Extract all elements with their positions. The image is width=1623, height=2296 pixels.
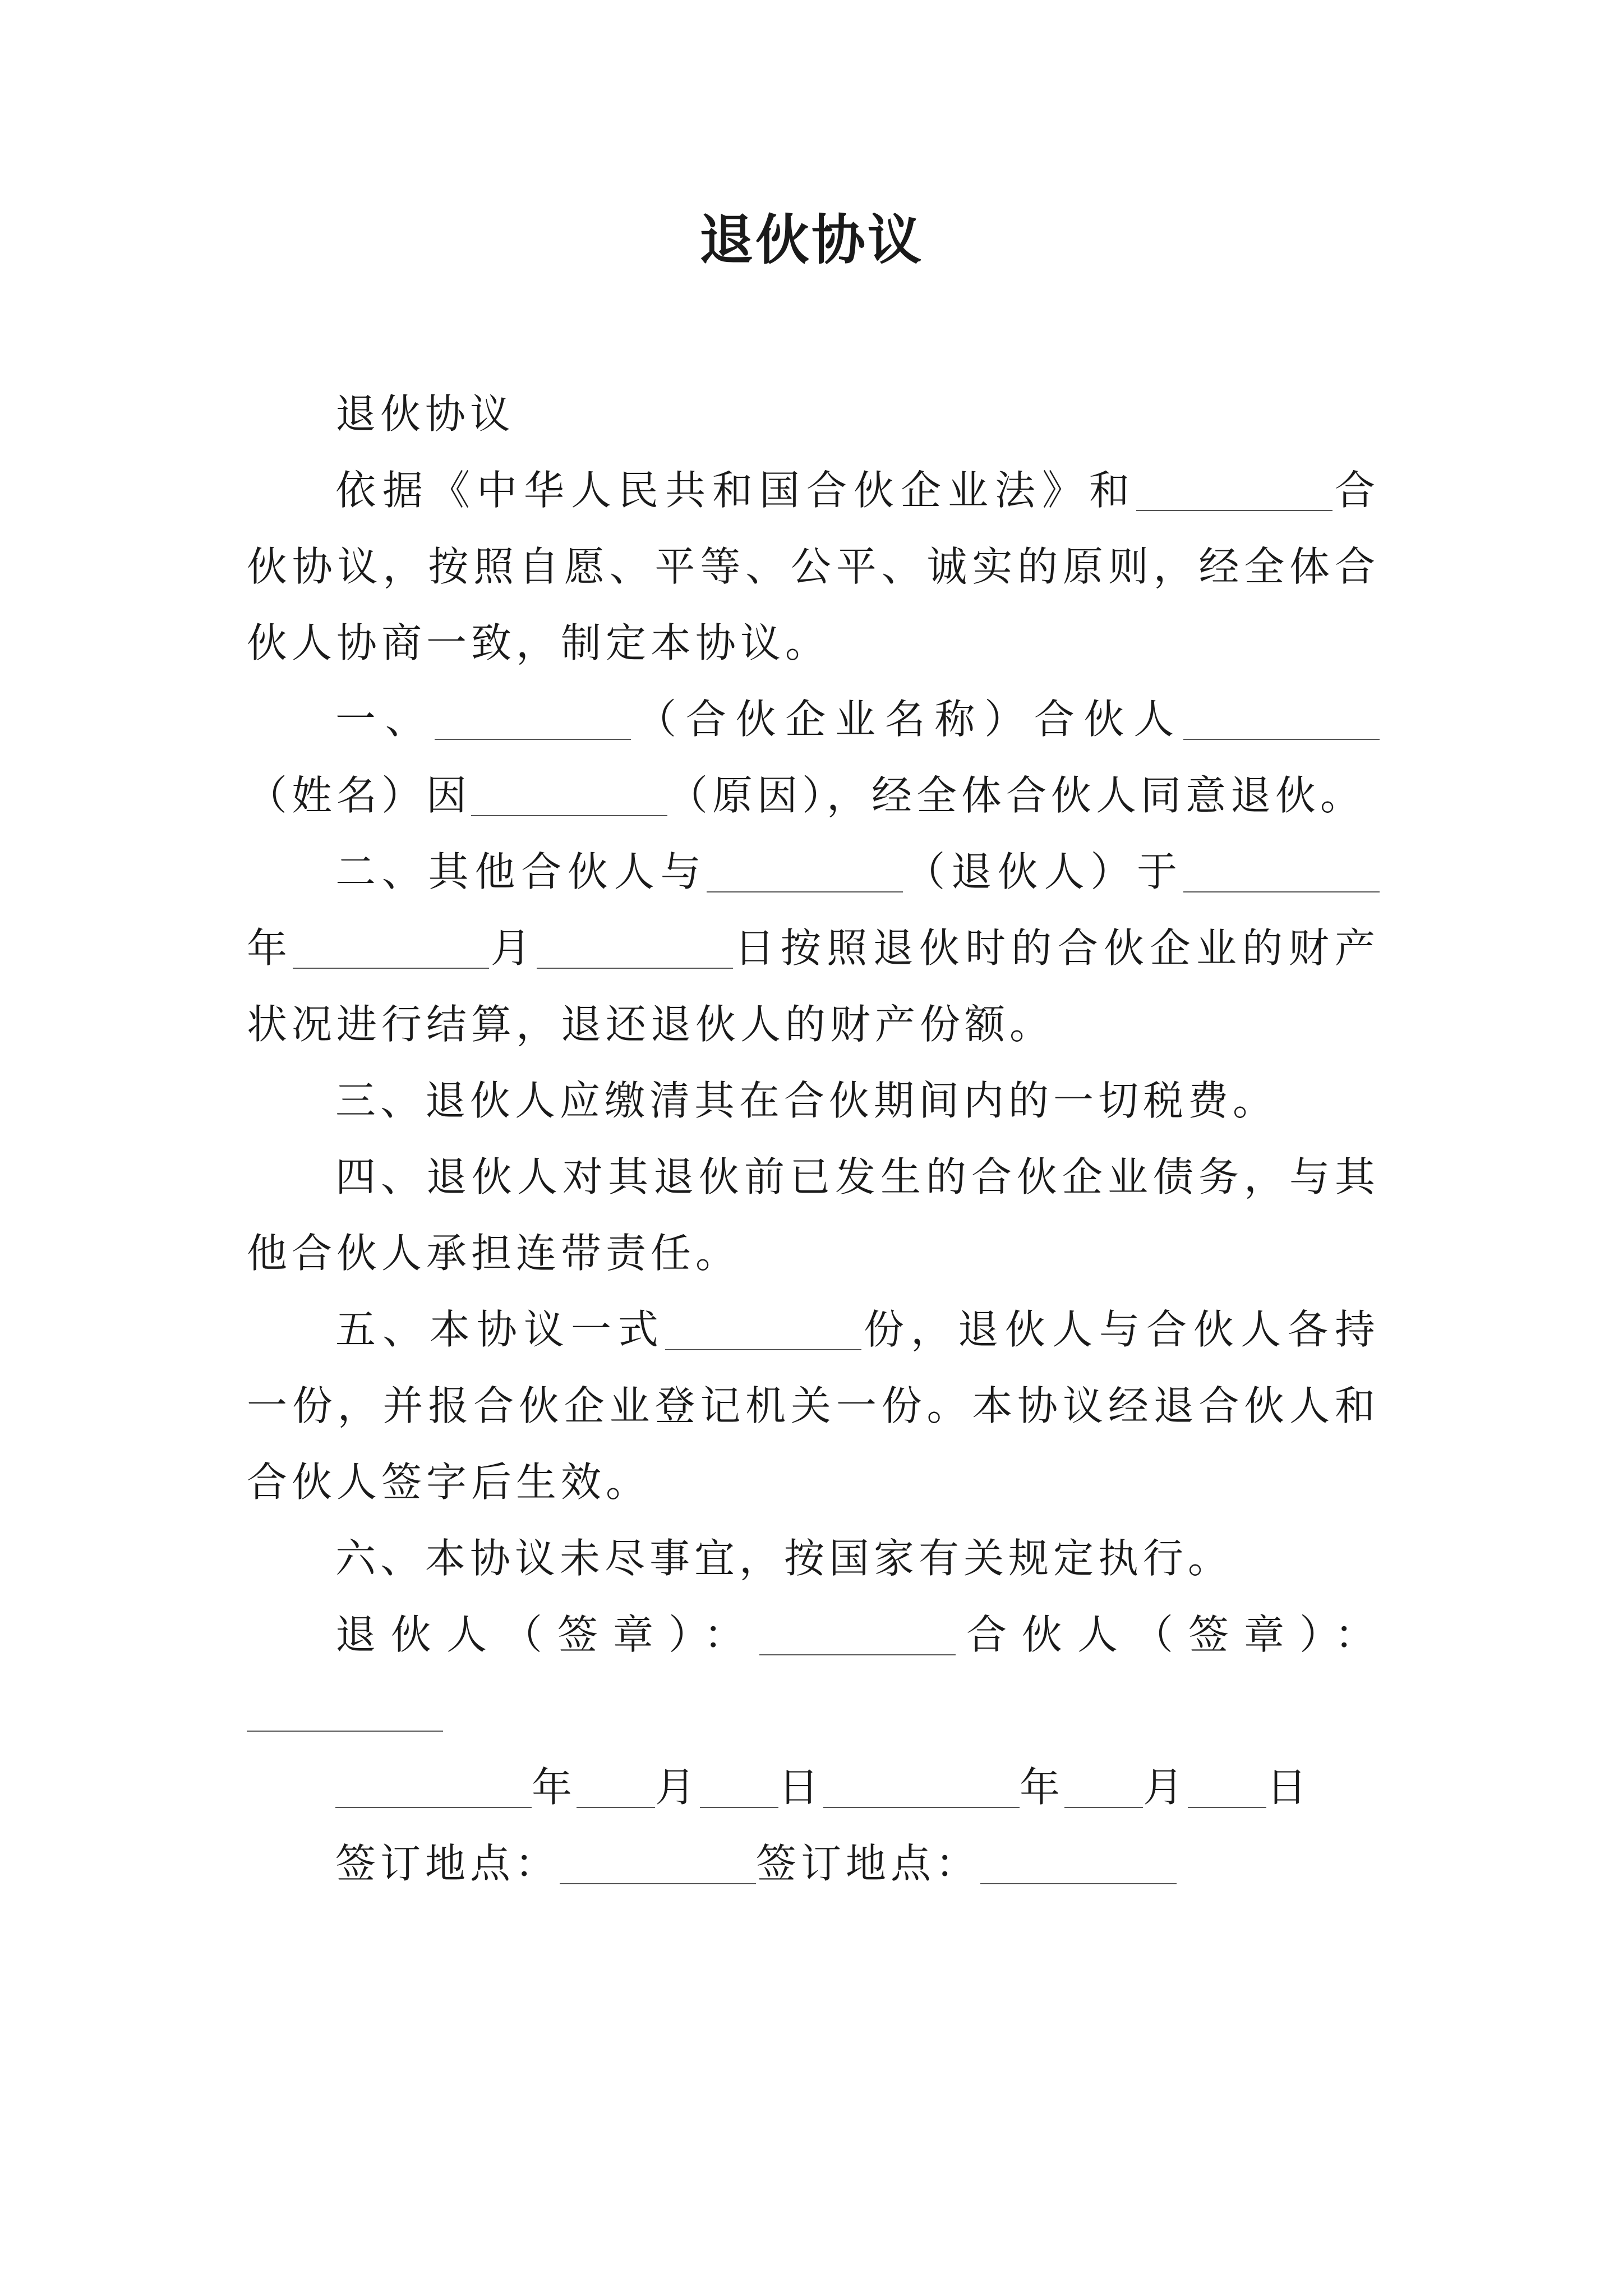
clause-1-text-1: 一、 — [335, 696, 435, 743]
clause-5-text-2: 份，退伙人与合伙人各持一份，并报合伙企业登记机关一份。本协议经退合伙人和合伙人签字后生效。 — [247, 1306, 1380, 1506]
withdrawer-month-blank[interactable] — [577, 1768, 655, 1808]
partner-place-blank[interactable] — [980, 1844, 1177, 1884]
partner-day-label: 日 — [1266, 1764, 1312, 1811]
clause-2-text-2: （退伙人）于 — [903, 848, 1183, 895]
partner-signature-label: 合伙人（签章）： — [956, 1611, 1380, 1658]
place-line — [247, 1825, 1380, 1902]
settlement-month-blank[interactable] — [293, 928, 489, 969]
clause-3: 三、退伙人应缴清其在合伙期间内的一切税费。 — [335, 1077, 1278, 1124]
clause-1-text-3: （姓名）因 — [247, 772, 472, 819]
clause-2-text-1: 二、其他合伙人与 — [335, 848, 707, 895]
clause-2-month: 月 — [489, 924, 537, 972]
reason-blank[interactable] — [471, 776, 667, 816]
intro-paragraph — [247, 452, 1380, 681]
withdrawer-signature-label: 退伙人（签章）： — [335, 1611, 759, 1658]
enterprise-name-blank[interactable] — [435, 700, 631, 740]
withdrawer-year-blank[interactable] — [335, 1768, 532, 1808]
clause-6: 六、本协议未尽事宜，按国家有关规定执行。 — [335, 1535, 1233, 1582]
withdrawer-signature-blank[interactable] — [759, 1615, 956, 1655]
clause-5-text-1: 五、本协议一式 — [335, 1306, 665, 1353]
clause-1 — [247, 681, 1380, 834]
clause-4: 四、退伙人对其退伙前已发生的合伙企业债务，与其他合伙人承担连带责任。 — [247, 1153, 1380, 1277]
clause-2-text-5: 日按照退伙时的合伙企业的财产状况进行结算，退还退伙人的财产份额。 — [247, 924, 1380, 1048]
partner-place-label: 签订地点： — [756, 1840, 981, 1887]
withdrawer-place-blank[interactable] — [560, 1844, 756, 1884]
withdrawer-day-blank[interactable] — [700, 1768, 778, 1808]
date-line — [247, 1749, 1380, 1825]
withdrawer-month-label: 月 — [655, 1764, 700, 1811]
withdrawer-place-label: 签订地点： — [335, 1840, 560, 1887]
withdrawer-year-label: 年 — [532, 1764, 577, 1811]
settlement-day-blank[interactable] — [537, 928, 733, 969]
partner-day-blank[interactable] — [1188, 1768, 1266, 1808]
clause-1-text-2: （合伙企业名称）合伙人 — [631, 696, 1183, 743]
partner-year-blank[interactable] — [823, 1768, 1020, 1808]
agreement-name-blank[interactable] — [1136, 471, 1332, 511]
withdrawer-blank[interactable] — [707, 852, 903, 892]
subtitle: 退伙协议 — [335, 390, 515, 438]
partner-signature-blank[interactable] — [247, 1691, 443, 1732]
clause-5 — [247, 1291, 1380, 1520]
document-title: 退伙协议 — [699, 208, 924, 272]
intro-text-2: 合伙协议，按照自愿、平等、公平、诚实的原则，经全体合伙人协商一致，制定本协议。 — [247, 467, 1380, 666]
clause-2 — [247, 834, 1380, 1062]
clause-1-text-4: （原因），经全体合伙人同意退伙。 — [667, 772, 1366, 819]
partner-month-label: 月 — [1143, 1764, 1188, 1811]
signature-line — [247, 1596, 1380, 1749]
partner-month-blank[interactable] — [1064, 1768, 1143, 1808]
partner-name-blank[interactable] — [1183, 700, 1380, 740]
clause-2-year: 年 — [247, 924, 293, 972]
partner-year-label: 年 — [1020, 1764, 1065, 1811]
document-body — [247, 376, 1380, 1902]
intro-text-1: 依据《中华人民共和国合伙企业法》和 — [335, 467, 1136, 514]
copies-blank[interactable] — [665, 1310, 861, 1350]
settlement-year-blank[interactable] — [1183, 852, 1380, 892]
withdrawer-day-label: 日 — [778, 1764, 824, 1811]
